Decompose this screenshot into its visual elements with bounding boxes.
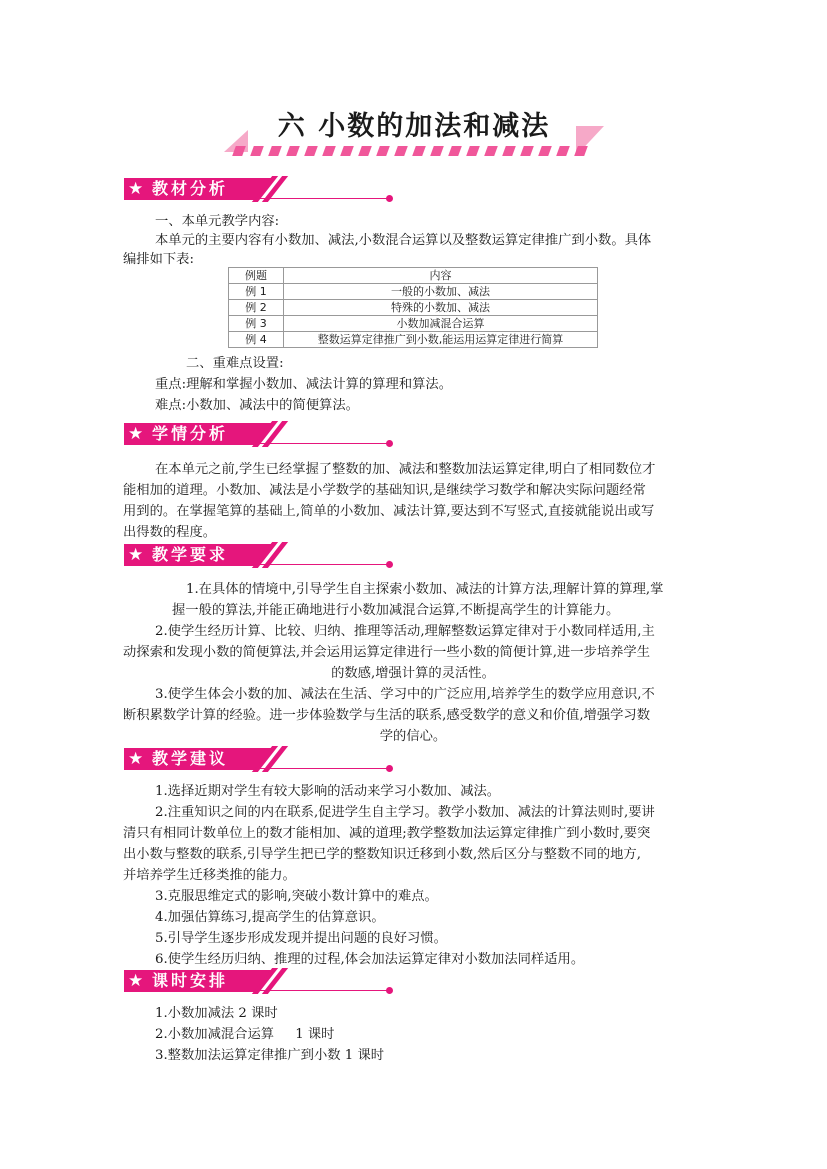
table-cell: 一般的小数加、减法: [284, 284, 598, 300]
star-icon: ★: [128, 971, 144, 991]
paragraph: 1.小数加减法 2 课时: [155, 1006, 278, 1021]
title-dotted-rule: [234, 146, 604, 156]
paragraph: 难点:小数加、减法中的简便算法。: [155, 398, 359, 413]
table-cell: 例 1: [229, 284, 284, 300]
star-icon: ★: [128, 179, 144, 199]
paragraph: 5.引导学生逐步形成发现并提出问题的良好习惯。: [155, 931, 447, 946]
star-icon: ★: [128, 749, 144, 769]
table-cell: 例 3: [229, 316, 284, 332]
section-title: 课时安排: [152, 971, 229, 990]
star-icon: ★: [128, 424, 144, 444]
table-header-cell: 内容: [284, 268, 598, 284]
bullet-dot-icon: [386, 987, 393, 994]
paragraph: 学的信心。: [379, 729, 447, 744]
paragraph: 能相加的道理。小数加、减法是小学数学的基础知识,是继续学习数学和解决实际问题经常: [123, 483, 646, 498]
paragraph: 3.克服思维定式的影响,突破小数计算中的难点。: [155, 889, 438, 904]
star-icon: ★: [128, 545, 144, 565]
paragraph: 4.加强估算练习,提高学生的估算意识。: [155, 910, 385, 925]
paragraph: 2.小数加减混合运算 1 课时: [155, 1027, 335, 1042]
paragraph: 编排如下表:: [123, 252, 194, 267]
table-header-cell: 例题: [229, 268, 284, 284]
section-title: 教学建议: [152, 749, 229, 768]
paragraph: 重点:理解和掌握小数加、减法计算的算理和算法。: [155, 377, 453, 392]
paragraph: 2.注重知识之间的内在联系,促进学生自主学习。教学小数加、减法的计算法则时,要讲: [155, 805, 655, 820]
table-row: [229, 284, 598, 300]
paragraph: 本单元的主要内容有小数加、减法,小数混合运算以及整数运算定律推广到小数。具体: [155, 233, 652, 248]
paragraph: 的数感,增强计算的灵活性。: [331, 666, 495, 681]
section-header-student-analysis: [124, 421, 394, 447]
paragraph: 握一般的算法,并能正确地进行小数加减混合运算,不断提高学生的计算能力。: [172, 603, 620, 618]
bullet-dot-icon: [386, 195, 393, 202]
section-header-teaching-suggestions: [124, 746, 394, 772]
paragraph: 用到的。在掌握笔算的基础上,简单的小数加、减法计算,要达到不写竖式,直接就能说出或写: [123, 504, 655, 519]
page-title: 六 小数的加法和减法: [277, 111, 551, 142]
paragraph: 二、重难点设置:: [186, 356, 284, 371]
paragraph: 出小数与整数的联系,引导学生把已学的整数知识迁移到小数,然后区分与整数不同的地方,: [123, 847, 641, 862]
table-row: [229, 332, 598, 348]
section-header-textbook-analysis: [124, 176, 394, 202]
bullet-dot-icon: [386, 440, 393, 447]
paragraph: 6.使学生经历归纳、推理的过程,体会加法运算定律对小数加法同样适用。: [155, 952, 585, 967]
section-title: 学情分析: [152, 424, 229, 443]
bullet-dot-icon: [386, 765, 393, 772]
paragraph: 3.整数加法运算定律推广到小数 1 课时: [155, 1048, 385, 1063]
section-header-teaching-requirements: [124, 542, 394, 568]
table-cell: 例 2: [229, 300, 284, 316]
paragraph: 1.在具体的情境中,引导学生自主探索小数加、减法的计算方法,理解计算的算理,掌: [186, 582, 664, 597]
section-title: 教材分析: [152, 179, 229, 198]
content-table: [228, 267, 598, 348]
page-title-banner: [224, 100, 604, 162]
table-header-row: [229, 268, 598, 284]
section-header-lesson-schedule: [124, 968, 394, 994]
paragraph: 并培养学生迁移类推的能力。: [123, 868, 296, 883]
paragraph: 1.选择近期对学生有较大影响的活动来学习小数加、减法。: [155, 784, 501, 799]
paragraph: 在本单元之前,学生已经掌握了整数的加、减法和整数加法运算定律,明白了相同数位才: [155, 462, 656, 477]
paragraph: 2.使学生经历计算、比较、归纳、推理等活动,理解整数运算定律对于小数同样适用,主: [155, 624, 655, 639]
table-cell: 特殊的小数加、减法: [284, 300, 598, 316]
section-title: 教学要求: [152, 545, 229, 564]
table-row: [229, 316, 598, 332]
paragraph: 3.使学生体会小数的加、减法在生活、学习中的广泛应用,培养学生的数学应用意识,不: [155, 687, 655, 702]
table-cell: 例 4: [229, 332, 284, 348]
table-row: [229, 300, 598, 316]
bullet-dot-icon: [386, 561, 393, 568]
paragraph: 动探索和发现小数的简便算法,并会运用运算定律进行一些小数的简便计算,进一步培养学生: [123, 645, 651, 660]
paragraph: 一、本单元教学内容:: [155, 214, 280, 229]
table-cell: 整数运算定律推广到小数,能运用运算定律进行简算: [284, 332, 598, 348]
paragraph: 出得数的程度。: [123, 525, 217, 540]
paragraph: 断积累数学计算的经验。进一步体验数学与生活的联系,感受数学的意义和价值,增强学习数: [123, 708, 651, 723]
paragraph: 清只有相同计数单位上的数才能相加、减的道理;教学整数加法运算定律推广到小数时,要突: [123, 826, 651, 841]
table-cell: 小数加减混合运算: [284, 316, 598, 332]
